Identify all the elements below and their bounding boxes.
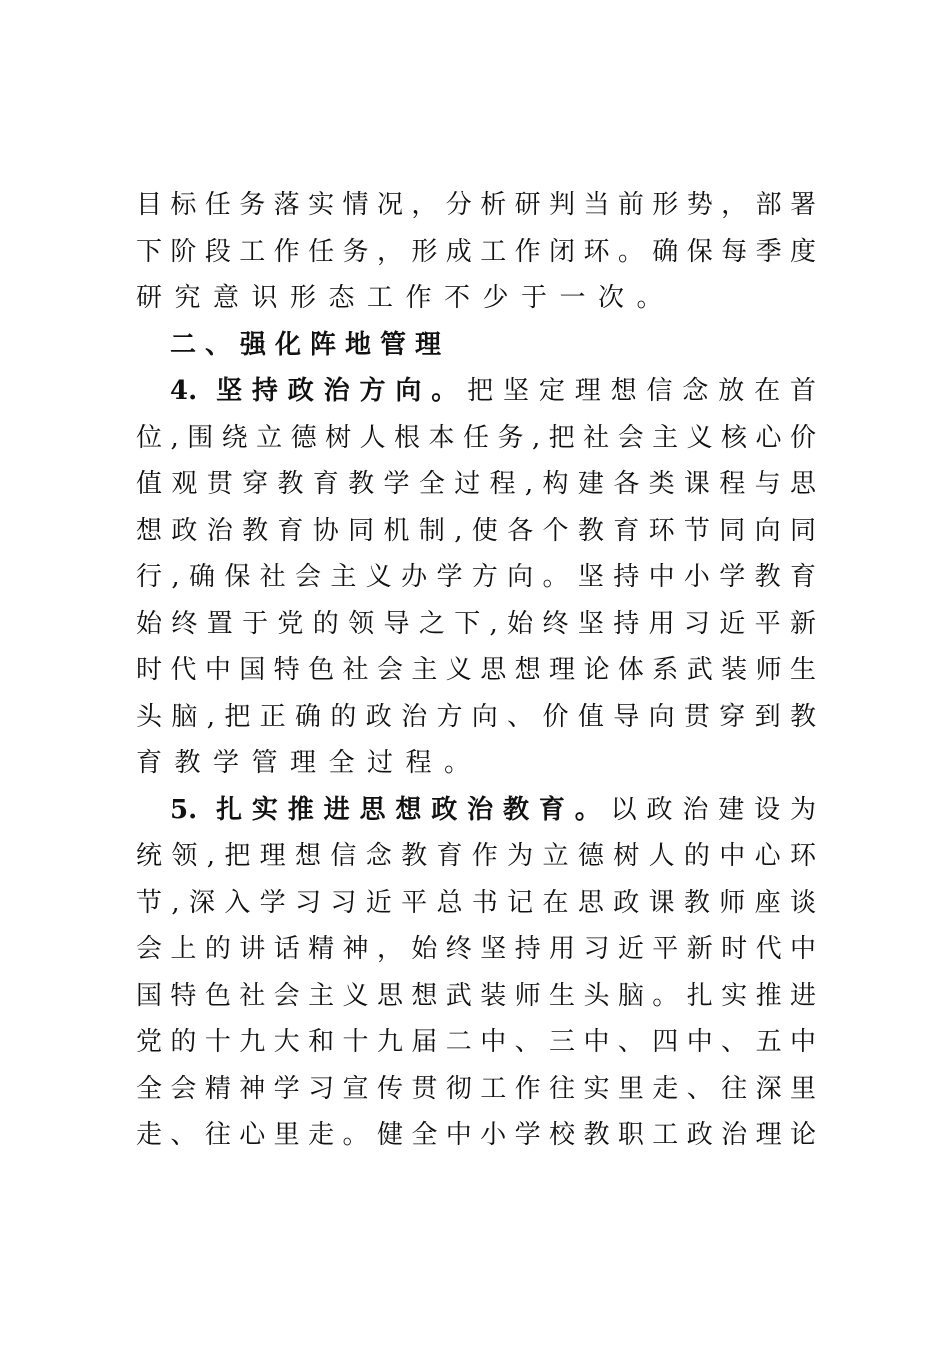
item5-title: 5. 扎实推进思想政治教育。 (170, 794, 611, 825)
item5-first-line-text: 以政治建设为 (610, 794, 816, 825)
item4-first-line-text: 把坚定理想信念放在首 (467, 376, 816, 406)
body-line: 始终置于党的领导之下,始终坚持用习近平新 (136, 608, 816, 639)
item4-first-line (136, 368, 816, 415)
item5-first-line (136, 787, 816, 834)
body-line: 研究意识形态工作不少于一次。 (136, 283, 676, 313)
body-line: 行,确保社会主义办学方向。坚持中小学教育 (136, 562, 816, 592)
body-line: 值观贯穿教育教学全过程,构建各类课程与思 (136, 469, 816, 499)
body-line: 位,围绕立德树人根本任务,把社会主义核心价 (136, 422, 816, 453)
body-line: 育教学管理全过程。 (136, 748, 483, 778)
body-line: 党的十九大和十九届二中、三中、四中、五中 (136, 1027, 816, 1057)
body-line: 会上的讲话精神，始终坚持用习近平新时代中 (136, 934, 816, 964)
body-line: 目标任务落实情况，分析研判当前形势，部署 (136, 190, 816, 220)
document-body (136, 182, 816, 1159)
body-line: 想政治教育协同机制,使各个教育环节同向同 (136, 515, 816, 546)
body-line: 全会精神学习宣传贯彻工作往实里走、往深里 (136, 1073, 816, 1104)
body-line: 走、往心里走。健全中小学校教职工政治理论 (136, 1120, 816, 1150)
body-line: 下阶段工作任务，形成工作闭环。确保每季度 (136, 236, 816, 267)
item4-title: 4. 坚持政治方向。 (170, 376, 468, 406)
body-line: 时代中国特色社会主义思想理论体系武装师生 (136, 655, 816, 685)
body-line: 节,深入学习习近平总书记在思政课教师座谈 (136, 887, 816, 918)
body-line: 头脑,把正确的政治方向、价值导向贯穿到教 (136, 701, 816, 732)
section-heading: 二、强化阵地管理 (170, 329, 451, 360)
body-line: 国特色社会主义思想武装师生头脑。扎实推进 (136, 980, 816, 1011)
body-line: 统领,把理想信念教育作为立德树人的中心环 (136, 841, 816, 871)
